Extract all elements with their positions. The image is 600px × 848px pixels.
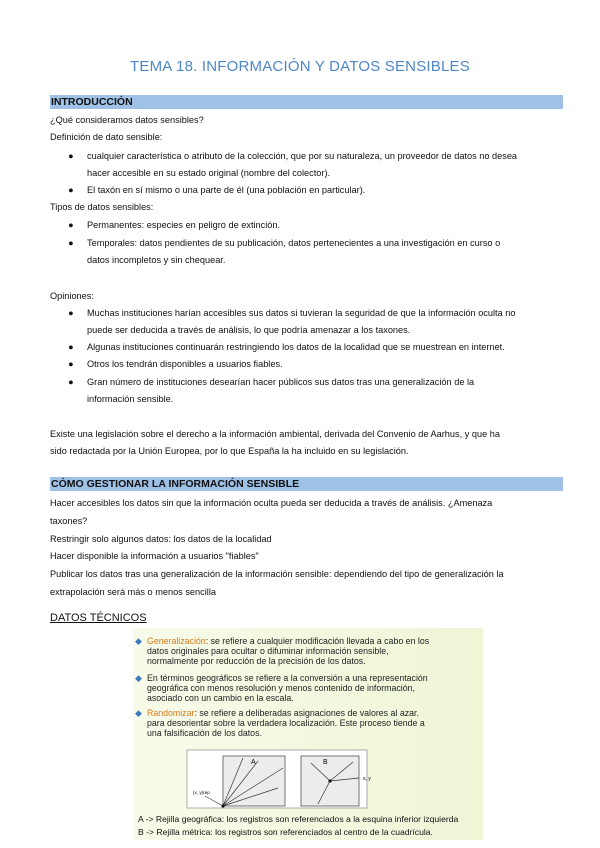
document-page: TEMA 18. INFORMACIÓN Y DATOS SENSIBLES INTRODUCCIÓN ¿Qué consideramos datos sensibles? Definición de dato sensible: ● cualquier característica o atributo de la colección, que por su naturaleza, un proveedor de datos no desea hacer accesible en su estado original (nombre del colector). ● El taxón en sí mismo o una parte de él (una población en particular). Tipos de datos sensibles: ● Permanentes: especies en peligro de extinción. ● Temporales: datos pendientes de su publicación, datos pertenecientes a una investigación en curso o datos incompletos y sin chequear. Opiniones: ● Muchas instituciones harían accesibles sus datos si tuvieran la seguridad de que la información oculta no puede ser deducida a través de análisis, lo que podría amenazar a los taxones. ● Algunas instituciones continuarán restringiendo los datos de la localidad que se muestrean en internet. ● Otros los tendrán disponibles a usuarios fiables. ● Gran número de instituciones desearían hacer públicos sus datos tras una generalización de la información sensible. Existe una legislación sobre el derecho a la información ambiental, derivada del Convenio de Aarhus, y que ha sido redactada por la Unión Europea, por lo que España la ha incluido en su legislación. CÓMO GESTIONAR LA INFORMACIÓN SENSIBLE Hacer accesibles los datos sin que la información oculta pueda ser deducida a través de análisis. ¿Amenaza taxones? Restringir solo algunos datos: los datos de la localidad Hacer disponible la información a usuarios "fiables" Publicar los datos tras una generalización de la información sensible: dependiendo del tipo de generalización la extrapolación será más o menos sencilla DATOS TÉCNICOS ◆ Generalización: se refiere a cualquier modificación llevada a cabo en los datos originales para ocultar o difuminar información sensible, normalmente por reducción de la precisión de los datos. ◆ En términos geográficos se refiere a la conversión a una representación geográfica con menos resolución y menos contenido de información, asociado con un cambio en la escala. ◆ Randomizar: se refiere a deliberadas asignaciones de valores al azar. para desorientar sobre la verdadera localización. Este proceso tiende a una falsificación de los datos. A (x, y)rep B x, y A -> Rejilla geográfica: los registros son referenciados a la esquina inferior izquierda B -> Rejilla métrica: los registros son referenciados al centro de la cuadrícula. [0,0,600,848]
manage-line: Hacer disponible la información a usuarios "fiables" [50,551,259,561]
diamond-bullet-icon: ◆ [135,708,142,718]
types-bullet-line: Temporales: datos pendientes de su publicación, datos pertenecientes a una investigación en curso o [87,238,501,248]
figure-text: geográfica con menos resolución y menos contenido de información, [147,683,415,693]
manage-line: Hacer accesibles los datos sin que la información oculta pueda ser deducida a través de análisis. ¿Amenaza [50,498,493,508]
diagram-label-b: B [323,759,328,766]
types-bullet-line: datos incompletos y sin chequear. [87,255,226,265]
opinions-label: Opiniones: [50,291,94,301]
diamond-bullet-icon: ◆ [135,636,142,646]
opinions-bullet-line: Otros los tendrán disponibles a usuarios fiables. [87,359,283,369]
grid-diagram [133,628,483,840]
definition-bullet-line: cualquier característica o atributo de la colección, que por su naturaleza, un proveedor de datos no desea [87,151,518,161]
page-title: TEMA 18. INFORMACIÓN Y DATOS SENSIBLES [130,58,470,75]
manage-line: Publicar los datos tras una generalización de la información sensible: dependiendo del tipo de generalización la [50,569,504,579]
types-label: Tipos de datos sensibles: [50,202,154,212]
figure-text: : se refiere a deliberadas asignaciones de valores al azar. [194,708,419,718]
opinions-bullet-line: puede ser deducida a través de análisis, lo que podría amenazar a los taxones. [87,325,411,335]
figure-text: una falsificación de los datos. [147,728,262,738]
definition-bullet-line: hacer accesible en su estado original (nombre del colector). [87,168,331,178]
figure-text: datos originales para ocultar o difuminar información sensible, [147,646,389,656]
definition-bullet-line: El taxón en sí mismo o una parte de él (una población en particular). [87,185,366,195]
figure-text: asociado con un cambio en la escala. [147,693,294,703]
caption-b: B -> Rejilla métrica: los registros son referenciados al centro de la cuadrícula. [138,827,433,837]
technical-figure [133,628,483,840]
legislation-text: Existe una legislación sobre el derecho a la información ambiental, derivada del Convenio de Aarhus, y que ha [50,429,500,439]
types-bullet-line: Permanentes: especies en peligro de extinción. [87,220,281,230]
opinions-bullet-line: Gran número de instituciones desearían hacer públicos sus datos tras una generalización de la [87,377,475,387]
opinions-bullet-line: Algunas instituciones continuarán restringiendo los datos de la localidad que se muestrean en internet. [87,342,505,352]
keyword: Generalización [147,636,206,646]
diagram-label-a: A [251,759,256,766]
diagram-label-xy-a: (x, y)rep [193,790,210,795]
caption-a: A -> Rejilla geográfica: los registros son referenciados a la esquina inferior izquierda [138,814,459,824]
figure-text: normalmente por reducción de la precisión de los datos. [147,656,366,666]
opinions-bullet-line: información sensible. [87,394,174,404]
manage-line: taxones? [50,516,88,526]
section-heading-gestionar: CÓMO GESTIONAR LA INFORMACIÓN SENSIBLE [50,477,563,491]
manage-line: extrapolación será más o menos sencilla [50,587,216,597]
definition-label: Definición de dato sensible: [50,132,163,142]
keyword: Randomizar [147,708,195,718]
figure-text: En términos geográficos se refiere a la conversión a una representación [147,673,428,683]
figure-text: : se refiere a cualquier modificación llevada a cabo en los [205,636,430,646]
section-heading-introduccion: INTRODUCCIÓN [50,95,563,109]
figure-text: para desorientar sobre la verdadera localización. Este proceso tiende a [147,718,425,728]
technical-heading: DATOS TÉCNICOS [50,612,147,624]
diagram-label-xy-b: x, y [363,776,371,782]
intro-question: ¿Qué consideramos datos sensibles? [50,115,204,125]
manage-line: Restringir solo algunos datos: los datos de la localidad [50,534,272,544]
opinions-bullet-line: Muchas instituciones harían accesibles sus datos si tuvieran la seguridad de que la información oculta no [87,308,516,318]
diamond-bullet-icon: ◆ [135,673,142,683]
legislation-text: sido redactada por la Unión Europea, por lo que España la ha incluido en su legislación. [50,446,409,456]
